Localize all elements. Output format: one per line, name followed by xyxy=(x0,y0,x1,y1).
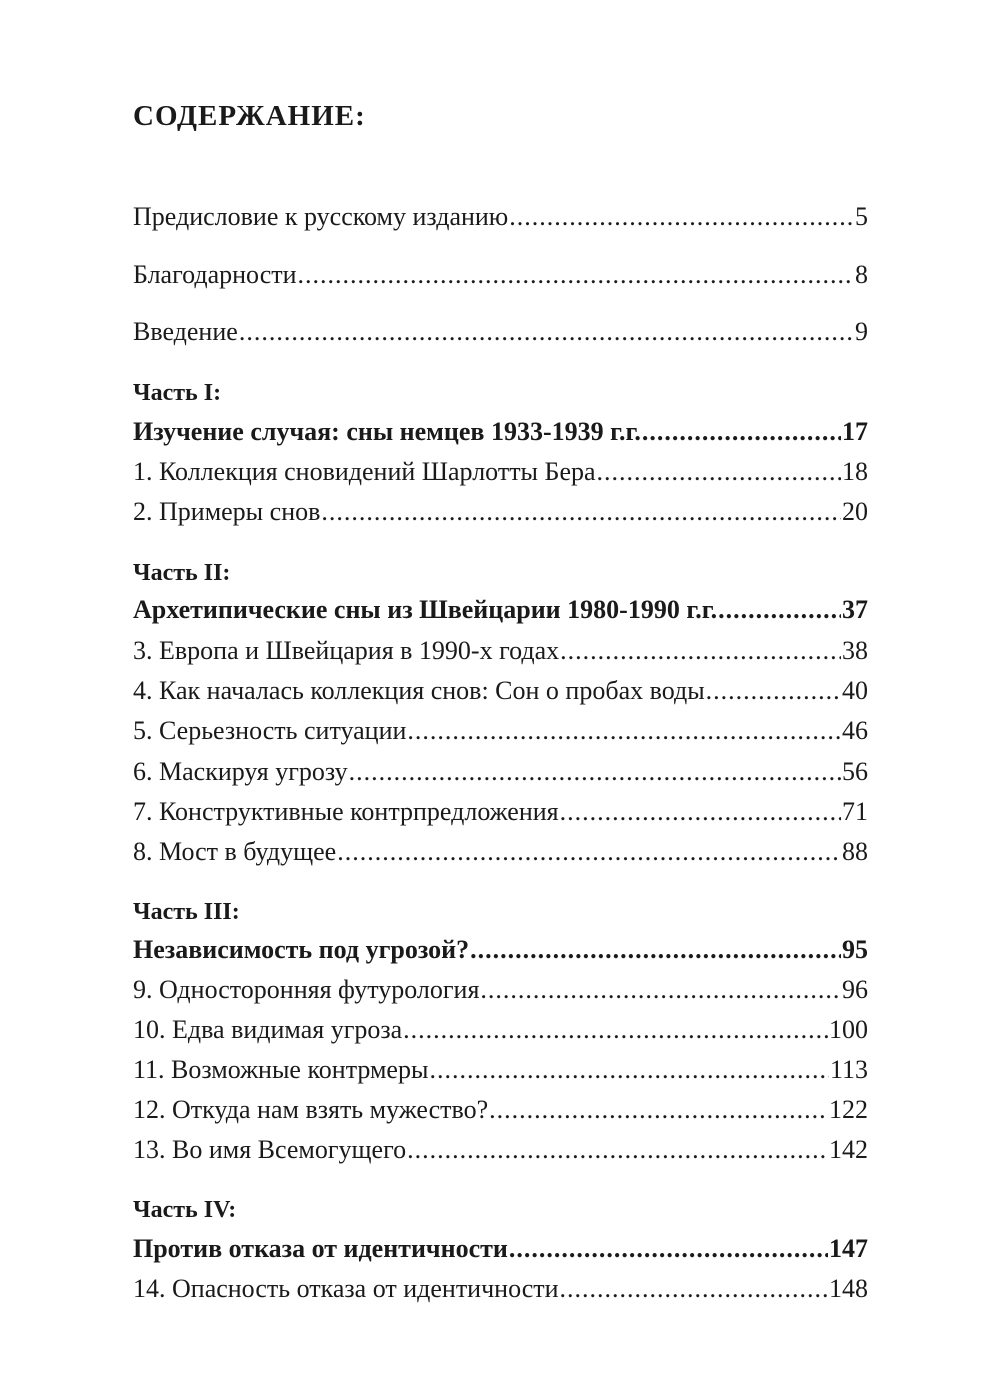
toc-entry-label: 12. Откуда нам взять мужество? xyxy=(133,1095,489,1124)
part-2-heading: Часть II: xyxy=(133,560,231,586)
dot-leader xyxy=(239,315,854,349)
part-3-heading: Часть III: xyxy=(133,899,240,925)
toc-entry-page: 37 xyxy=(842,595,868,624)
toc-entry-page: 18 xyxy=(842,457,868,486)
toc-entry-label: 5. Серьезность ситуации xyxy=(133,716,407,745)
toc-entry-page: 100 xyxy=(829,1015,868,1044)
dot-leader xyxy=(403,1013,828,1047)
toc-entry-label: Архетипические сны из Швейцарии 1980-1990 г.г. xyxy=(133,595,718,624)
toc-entry-label: 10. Едва видимая угроза xyxy=(133,1015,403,1044)
toc-entry-page: 88 xyxy=(842,837,868,866)
dot-leader xyxy=(509,200,854,234)
toc-entry-chapter-7[interactable] xyxy=(133,795,868,829)
toc-entry-page: 9 xyxy=(855,317,868,346)
dot-leader xyxy=(429,1053,829,1087)
dot-leader xyxy=(337,835,841,869)
toc-entry-chapter-1[interactable] xyxy=(133,455,868,489)
toc-entry-label: 6. Маскируя угрозу xyxy=(133,757,348,786)
toc-entry-chapter-11[interactable] xyxy=(133,1053,868,1087)
toc-entry-label: 1. Коллекция сновидений Шарлотты Бера xyxy=(133,457,596,486)
dot-leader xyxy=(560,634,841,668)
part-4-title-entry[interactable] xyxy=(133,1232,868,1266)
part-1-title-entry[interactable] xyxy=(133,415,868,449)
dot-leader xyxy=(560,1272,828,1306)
toc-entry-chapter-8[interactable] xyxy=(133,835,868,869)
toc-entry-page: 96 xyxy=(842,975,868,1004)
toc-entry-chapter-9[interactable] xyxy=(133,973,868,1007)
dot-leader xyxy=(480,973,841,1007)
toc-entry-label: Изучение случая: сны немцев 1933-1939 г.г. xyxy=(133,417,641,446)
toc-entry-page: 8 xyxy=(855,260,868,289)
part-1-heading: Часть I: xyxy=(133,380,222,406)
toc-entry-chapter-14[interactable] xyxy=(133,1272,868,1306)
dot-leader xyxy=(298,258,854,292)
toc-entry-label: 14. Опасность отказа от идентичности xyxy=(133,1274,559,1303)
toc-entry-page: 95 xyxy=(842,935,868,964)
toc-entry-page: 40 xyxy=(842,676,868,705)
toc-entry-page: 122 xyxy=(829,1095,868,1124)
toc-entry-label: 4. Как началась коллекция снов: Сон о пробах воды xyxy=(133,676,705,705)
toc-entry-chapter-4[interactable] xyxy=(133,674,868,708)
part-3-title-entry[interactable] xyxy=(133,933,868,967)
toc-entry-label: Независимость под угрозой? xyxy=(133,935,470,964)
toc-entry-page: 5 xyxy=(855,202,868,231)
dot-leader xyxy=(321,495,841,529)
toc-entry-page: 147 xyxy=(829,1234,868,1263)
toc-entry-chapter-13[interactable] xyxy=(133,1133,868,1167)
dot-leader xyxy=(349,755,841,789)
toc-entry-label: 13. Во имя Всемогущего xyxy=(133,1135,407,1164)
toc-entry-label: Введение xyxy=(133,317,238,346)
toc-entry-chapter-6[interactable] xyxy=(133,755,868,789)
toc-entry-acknowledgements[interactable] xyxy=(133,258,868,292)
dot-leader xyxy=(560,795,841,829)
dot-leader xyxy=(718,593,841,627)
toc-entry-label: Благодарности xyxy=(133,260,297,289)
dot-leader xyxy=(642,415,841,449)
toc-entry-label: 2. Примеры снов xyxy=(133,497,321,526)
dot-leader xyxy=(489,1093,828,1127)
dot-leader xyxy=(509,1232,828,1266)
toc-entry-page: 71 xyxy=(842,797,868,826)
toc-entry-label: 11. Возможные контрмеры xyxy=(133,1055,429,1084)
toc-entry-page: 142 xyxy=(829,1135,868,1164)
toc-entry-page: 113 xyxy=(829,1055,868,1084)
toc-entry-chapter-2[interactable] xyxy=(133,495,868,529)
toc-entry-introduction[interactable] xyxy=(133,315,868,349)
dot-leader xyxy=(706,674,841,708)
toc-entry-label: 8. Мост в будущее xyxy=(133,837,337,866)
toc-entry-chapter-5[interactable] xyxy=(133,714,868,748)
toc-entry-label: 9. Односторонняя футурология xyxy=(133,975,480,1004)
toc-entry-label: Предисловие к русскому изданию xyxy=(133,202,509,231)
part-4-heading: Часть IV: xyxy=(133,1197,237,1223)
toc-entry-preface[interactable] xyxy=(133,200,868,234)
dot-leader xyxy=(597,455,841,489)
toc-entry-chapter-12[interactable] xyxy=(133,1093,868,1127)
toc-entry-page: 17 xyxy=(842,417,868,446)
toc-entry-page: 46 xyxy=(842,716,868,745)
toc-entry-label: 3. Европа и Швейцария в 1990-х годах xyxy=(133,636,560,665)
dot-leader xyxy=(470,933,841,967)
toc-entry-page: 148 xyxy=(829,1274,868,1303)
toc-entry-page: 56 xyxy=(842,757,868,786)
toc-entry-page: 20 xyxy=(842,497,868,526)
toc-entry-chapter-10[interactable] xyxy=(133,1013,868,1047)
toc-entry-chapter-3[interactable] xyxy=(133,634,868,668)
toc-entry-label: Против отказа от идентичности xyxy=(133,1234,508,1263)
dot-leader xyxy=(407,714,841,748)
dot-leader xyxy=(407,1133,828,1167)
toc-title: СОДЕРЖАНИЕ: xyxy=(133,100,366,132)
toc-entry-page: 38 xyxy=(842,636,868,665)
toc-entry-label: 7. Конструктивные контрпредложения xyxy=(133,797,559,826)
part-2-title-entry[interactable] xyxy=(133,593,868,627)
